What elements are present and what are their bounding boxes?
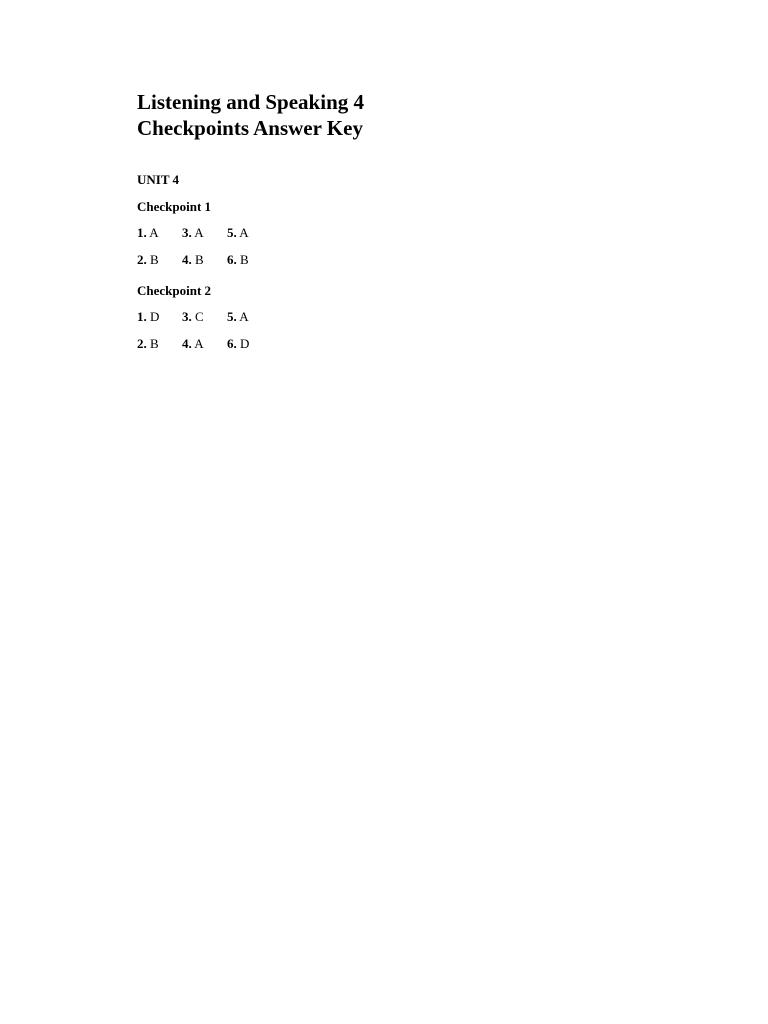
question-number: 3. bbox=[182, 225, 192, 240]
answer-letter: B bbox=[195, 252, 204, 267]
checkpoint-2-heading: Checkpoint 2 bbox=[137, 283, 212, 298]
document-title bbox=[137, 89, 697, 141]
answer-item bbox=[227, 252, 272, 268]
answer-letter: C bbox=[195, 309, 204, 324]
answer-row bbox=[137, 309, 697, 325]
answer-item bbox=[137, 336, 182, 352]
answer-letter: A bbox=[194, 225, 204, 240]
answer-key-page bbox=[137, 89, 697, 352]
question-number: 4. bbox=[182, 336, 192, 351]
answer-item bbox=[137, 309, 182, 325]
answer-item bbox=[182, 336, 227, 352]
answer-item bbox=[182, 225, 227, 241]
answer-letter: A bbox=[239, 225, 249, 240]
answer-item bbox=[227, 225, 272, 241]
question-number: 3. bbox=[182, 309, 192, 324]
question-number: 4. bbox=[182, 252, 192, 267]
answer-item bbox=[182, 252, 227, 268]
title-line-1: Listening and Speaking 4 bbox=[137, 90, 365, 114]
answer-item bbox=[227, 309, 272, 325]
question-number: 2. bbox=[137, 252, 147, 267]
answer-row bbox=[137, 225, 697, 241]
answer-row bbox=[137, 336, 697, 352]
unit-heading: UNIT 4 bbox=[137, 172, 180, 187]
checkpoint-1-heading: Checkpoint 1 bbox=[137, 199, 212, 214]
question-number: 6. bbox=[227, 252, 237, 267]
question-number: 1. bbox=[137, 225, 147, 240]
answer-item bbox=[227, 336, 272, 352]
answer-letter: D bbox=[150, 309, 160, 324]
answer-item bbox=[182, 309, 227, 325]
question-number: 1. bbox=[137, 309, 147, 324]
answer-item bbox=[137, 225, 182, 241]
answer-item bbox=[137, 252, 182, 268]
question-number: 6. bbox=[227, 336, 237, 351]
answer-letter: A bbox=[239, 309, 249, 324]
title-line-2: Checkpoints Answer Key bbox=[137, 116, 363, 140]
answer-letter: B bbox=[150, 252, 159, 267]
question-number: 5. bbox=[227, 225, 237, 240]
answer-row bbox=[137, 252, 697, 268]
question-number: 2. bbox=[137, 336, 147, 351]
answer-letter: B bbox=[150, 336, 159, 351]
answer-letter: A bbox=[194, 336, 204, 351]
question-number: 5. bbox=[227, 309, 237, 324]
answer-letter: D bbox=[240, 336, 250, 351]
answer-letter: A bbox=[149, 225, 159, 240]
answer-letter: B bbox=[240, 252, 249, 267]
